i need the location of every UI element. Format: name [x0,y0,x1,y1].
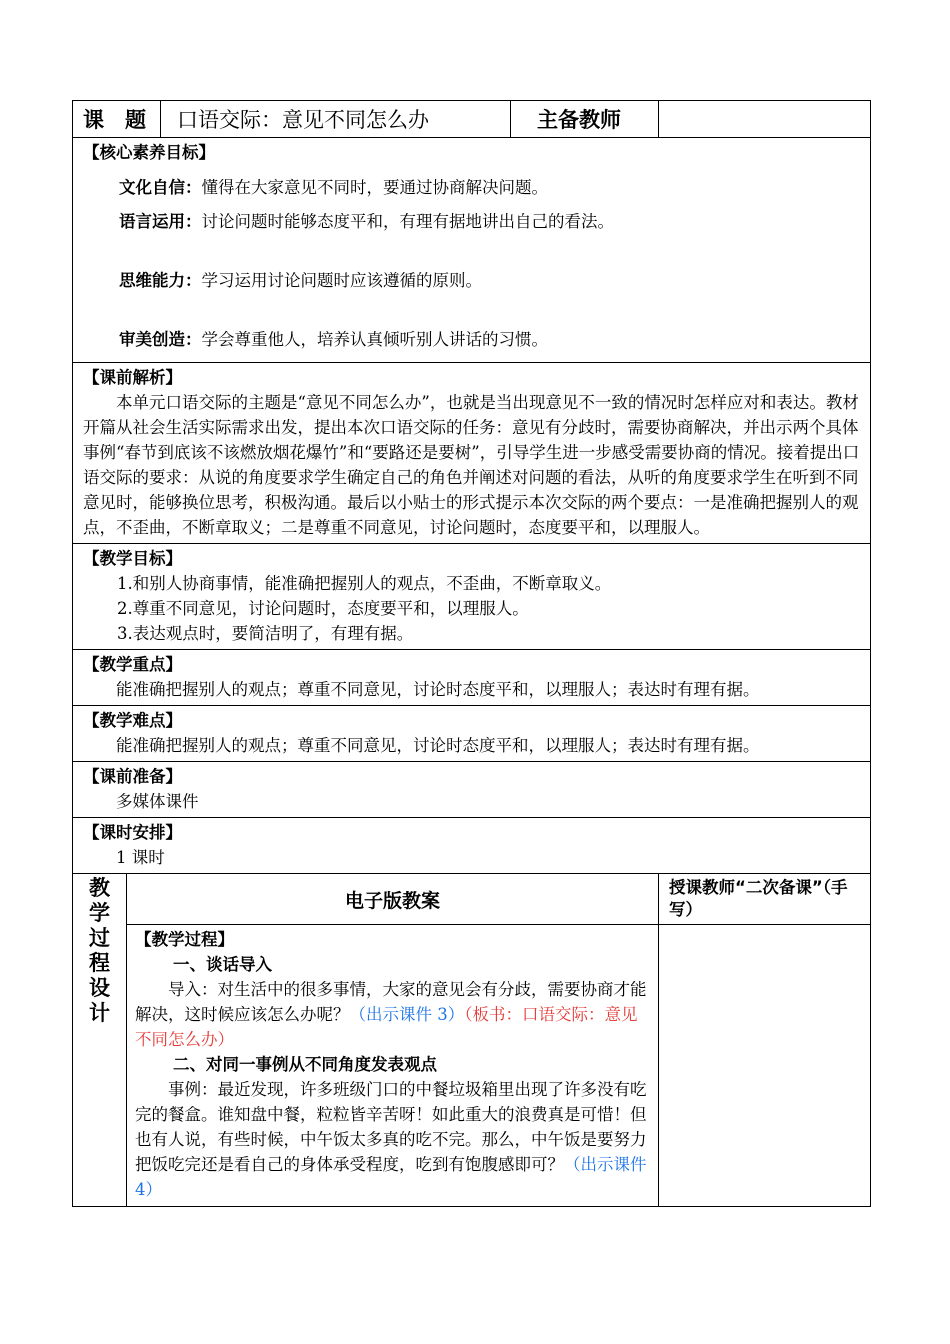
lesson-plan-page [72,100,870,1207]
electronic-plan-header: 电子版教案 [127,874,659,925]
preparation-title: 【课前准备】 [83,767,182,786]
key-points-text: 能准确把握别人的观点；尊重不同意见，讨论时态度平和，以理服人；表达时有理有据。 [116,680,760,699]
section2-text: 事例：最近发现，许多班级门口的中餐垃圾箱里出现了许多没有吃完的餐盒。谁知盘中餐，粒粒皆辛苦呀！如此重大的浪费真是可惜！但也有人说，有些时候，中午饭太多真的吃不完。那么，中午饭是要努力把饭吃完还是看自己的身体承受程度，吃到有饱腹感即可？ [135,1080,647,1174]
goal-text: 懂得在大家意见不同时，要通过协商解决问题。 [201,178,548,197]
section1-title: 一、谈话导入 [173,955,272,974]
core-goals-title: 【核心素养目标】 [83,143,215,162]
topic-value: 口语交际：意见不同怎么办 [161,101,511,138]
process-body-row [73,925,871,1207]
key-points-title: 【教学重点】 [83,655,182,674]
process-side-label: 教学过程设计 [73,874,127,1207]
second-prep-header: 授课教师“二次备课”（手写） [659,874,871,925]
section2-paragraph [135,1077,650,1202]
handwriting-column [659,925,871,1207]
key-points-row [73,650,871,706]
preparation-row [73,762,871,818]
courseware-ref: （出示课件 4） [135,1155,647,1199]
teaching-goal-item: 1.和别人协商事情，能准确把握别人的观点，不歪曲，不断章取义。 [117,574,612,593]
header-row [73,101,871,138]
preparation-text: 多媒体课件 [116,792,199,811]
process-header-row [73,874,871,925]
lesson-plan-table [72,100,871,1207]
analysis-title: 【课前解析】 [83,368,182,387]
courseware-ref: （出示课件 3） [349,1005,465,1024]
topic-label: 课 题 [73,101,161,138]
goal-key: 审美创造： [119,330,202,349]
goal-key: 文化自信： [119,178,202,197]
teaching-goals-title: 【教学目标】 [83,549,182,568]
goal-text: 讨论问题时能够态度平和，有理有据地讲出自己的看法。 [201,212,614,231]
goal-item [83,175,862,200]
section1-text: 导入：对生活中的很多事情，大家的意见会有分歧，需要协商才能解决，这时候应该怎么办呢？ [135,980,647,1024]
analysis-text: 本单元口语交际的主题是“意见不同怎么办”，也就是当出现意见不一致的情况时怎样应对和表达。教材开篇从社会生活实际需求出发，提出本次口语交际的任务：意见有分歧时，需要协商解决，并出示两个具体事例“春节到底该不该燃放烟花爆竹”和“要路还是要树”，引导学生进一步感受需要协商的情况。接着提出口语交际的要求：从说的角度要求学生确定自己的角色并阐述对问题的看法，从听的角度要求学生在听到不同意见时，能够换位思考，积极沟通。最后以小贴士的形式提示本次交际的两个要点：一是准确把握别人的观点，不歪曲，不断章取义；二是尊重不同意见，讨论问题时，态度要平和，以理服人。 [83,393,860,537]
process-content [127,925,659,1207]
difficulties-text: 能准确把握别人的观点；尊重不同意见，讨论时态度平和，以理服人；表达时有理有据。 [116,736,760,755]
core-goals-row [73,138,871,363]
analysis-row [73,363,871,544]
goal-item [83,209,862,234]
schedule-text: 1 课时 [116,848,165,867]
board-note: （板书：口语交际：意见不同怎么办） [135,1005,638,1049]
difficulties-title: 【教学难点】 [83,711,182,730]
difficulties-row [73,706,871,762]
teacher-value [659,101,871,138]
process-title: 【教学过程】 [135,930,234,949]
goal-item [83,268,862,293]
teaching-goal-item: 3.表达观点时，要简洁明了，有理有据。 [117,624,414,643]
goal-key: 语言运用： [119,212,202,231]
schedule-title: 【课时安排】 [83,823,182,842]
goal-text: 学会尊重他人，培养认真倾听别人讲话的习惯。 [201,330,548,349]
teaching-goals-row [73,544,871,650]
goal-key: 思维能力： [119,271,202,290]
section2-title: 二、对同一事例从不同角度发表观点 [173,1055,437,1074]
teaching-goal-item: 2.尊重不同意见，讨论问题时，态度要平和，以理服人。 [117,599,529,618]
teacher-label: 主备教师 [511,101,659,138]
goal-item [83,327,862,352]
section1-paragraph [135,977,650,1052]
goal-text: 学习运用讨论问题时应该遵循的原则。 [201,271,482,290]
schedule-row [73,818,871,874]
